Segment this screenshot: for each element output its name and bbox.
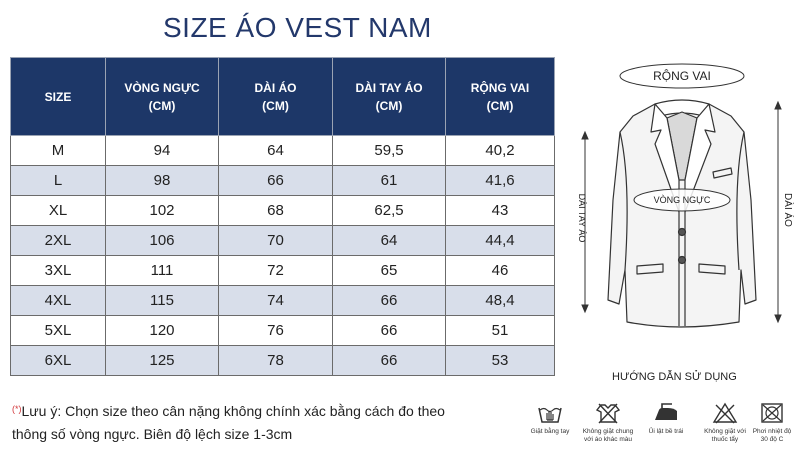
table-cell: 6XL: [11, 346, 106, 376]
header-length: DÀI ÁO (CM): [219, 58, 333, 136]
header-shoulder: RỘNG VAI (CM): [446, 58, 555, 136]
table-row: [11, 286, 555, 316]
care-caption-5: Phơi nhiệt độ: [752, 428, 792, 435]
care-item-no-mixed-wash: Không giặt chung với áo khác màu: [575, 402, 641, 444]
table-cell: 61: [333, 166, 446, 196]
care-guide-title: HƯỚNG DẪN SỬ DỤNG: [612, 371, 737, 383]
iron-icon: [652, 402, 680, 424]
table-cell: 111: [106, 256, 219, 286]
jacket-length-label: DÀI ÁO: [782, 193, 793, 227]
table-cell: L: [11, 166, 106, 196]
note-line-2: thông số vòng ngực. Biên độ lệch size 1-3cm: [12, 426, 293, 442]
table-cell: 66: [333, 346, 446, 376]
care-item-tumble-dry: Phơi nhiệt độ 30 độ C: [744, 402, 800, 444]
table-cell: 65: [333, 256, 446, 286]
vest-jacket-icon: [608, 100, 756, 327]
hand-wash-icon: [537, 402, 563, 424]
header-size: SIZE: [11, 58, 106, 136]
table-row: [11, 226, 555, 256]
table-cell: 78: [219, 346, 333, 376]
care-caption-2: Không giặt chung: [582, 428, 634, 435]
sleeve-length-label: DÀI TAY ÁO: [577, 193, 587, 243]
note-asterisk: (*): [12, 404, 22, 414]
size-table: [10, 57, 555, 376]
no-mixed-wash-icon: [595, 402, 621, 424]
table-cell: 66: [333, 316, 446, 346]
table-cell: 72: [219, 256, 333, 286]
table-cell: 98: [106, 166, 219, 196]
table-cell: 94: [106, 136, 219, 166]
table-cell: 66: [219, 166, 333, 196]
table-cell: 48,4: [446, 286, 555, 316]
table-row: [11, 166, 555, 196]
care-item-no-bleach: Không giặt với thuốc tẩy: [692, 402, 758, 444]
table-cell: 46: [446, 256, 555, 286]
table-cell: 44,4: [446, 226, 555, 256]
table-row: [11, 196, 555, 226]
table-cell: 4XL: [11, 286, 106, 316]
table-cell: 5XL: [11, 316, 106, 346]
table-cell: 125: [106, 346, 219, 376]
table-cell: 3XL: [11, 256, 106, 286]
note-line-1: Lưu ý: Chọn size theo cân nặng không chính xác bằng cách đo theo: [21, 403, 445, 419]
table-cell: 74: [219, 286, 333, 316]
care-item-iron: [633, 402, 699, 436]
table-cell: 59,5: [333, 136, 446, 166]
page-title: SIZE ÁO VEST NAM: [163, 12, 432, 43]
table-cell: 41,6: [446, 166, 555, 196]
table-cell: 66: [333, 286, 446, 316]
table-cell: 64: [219, 136, 333, 166]
table-cell: XL: [11, 196, 106, 226]
care-caption-4: Không giặt với: [704, 428, 746, 435]
table-row: [11, 316, 555, 346]
table-cell: 115: [106, 286, 219, 316]
vest-measurement-diagram: [575, 60, 800, 335]
table-cell: 43: [446, 196, 555, 226]
table-cell: 102: [106, 196, 219, 226]
jacket-length-line: [775, 102, 781, 322]
shoulder-width-label: RỘNG VAI: [653, 69, 711, 83]
table-cell: 120: [106, 316, 219, 346]
table-cell: 68: [219, 196, 333, 226]
table-cell: 2XL: [11, 226, 106, 256]
table-cell: 40,2: [446, 136, 555, 166]
size-note: [12, 400, 512, 446]
table-cell: 64: [333, 226, 446, 256]
table-cell: 53: [446, 346, 555, 376]
care-caption-1: Giặt bằng tay: [530, 428, 570, 435]
tumble-dry-icon: [760, 402, 784, 424]
table-cell: 106: [106, 226, 219, 256]
table-cell: 62,5: [333, 196, 446, 226]
table-cell: 76: [219, 316, 333, 346]
no-bleach-icon: [712, 402, 738, 424]
table-row: [11, 136, 555, 166]
table-row: [11, 256, 555, 286]
table-row: [11, 346, 555, 376]
table-cell: M: [11, 136, 106, 166]
table-header-row: [11, 58, 555, 136]
care-caption-3: Ủi lật bề trái: [648, 428, 684, 435]
header-sleeve: DÀI TAY ÁO (CM): [333, 58, 446, 136]
table-cell: 51: [446, 316, 555, 346]
chest-label: VÒNG NGỰC: [653, 195, 711, 205]
care-item-hand-wash: [517, 402, 583, 436]
table-cell: 70: [219, 226, 333, 256]
header-chest: VÒNG NGỰC (CM): [106, 58, 219, 136]
